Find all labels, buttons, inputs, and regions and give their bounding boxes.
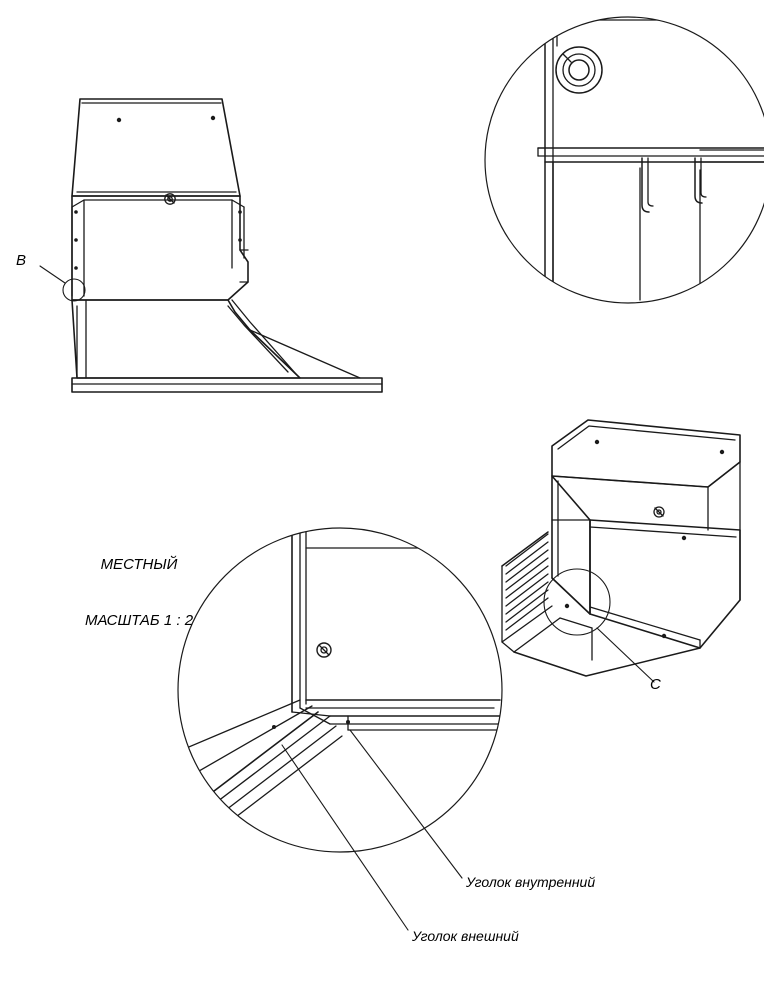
side-elevation-view [40,99,382,392]
detail-view-circular-top-right [485,0,764,303]
isometric-view [502,420,740,682]
callout-label-c: C [650,676,661,693]
note-inner-angle: Уголок внутренний [466,874,596,890]
local-scale-title: МЕСТНЫЙ [100,555,178,573]
callout-label-b: B [16,252,27,269]
note-outer-angle: Уголок внешний [412,928,519,944]
local-scale-value: МАСШТАБ 1 : 2 [84,611,194,629]
